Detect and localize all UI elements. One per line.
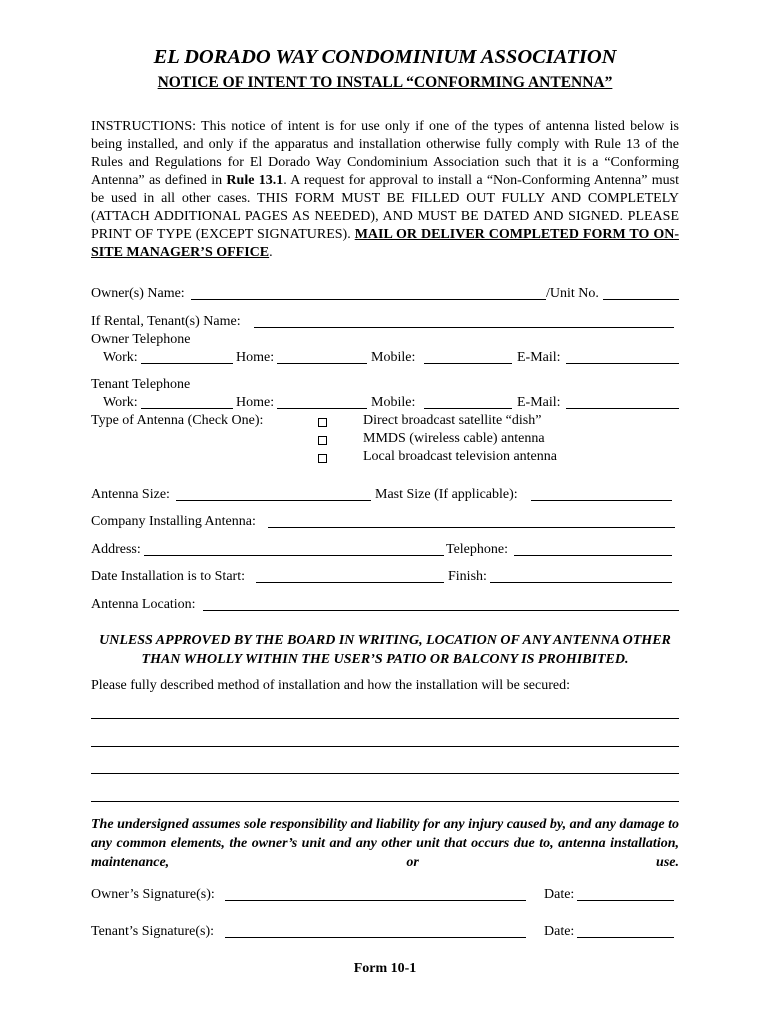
location-warning: UNLESS APPROVED BY THE BOARD IN WRITING, LOCATION OF ANY ANTENNA OTHER THAN WHOLLY WITHIN THE USER’S PATIO OR BALCONY IS PROHIBITED. — [99, 633, 671, 667]
company-label: Company Installing Antenna: — [91, 514, 256, 529]
finish-date-label: Finish: — [448, 569, 487, 584]
tenant-work-label: Work: — [103, 395, 138, 410]
mail-notice: MAIL OR DELIVER COMPLETED FORM TO ON-SITE MANAGER’S OFFICE — [91, 227, 679, 260]
method-line-2[interactable] — [91, 746, 679, 747]
owner-signature-field[interactable] — [225, 900, 526, 901]
method-line-3[interactable] — [91, 773, 679, 774]
owner-telephone-heading: Owner Telephone — [91, 332, 191, 347]
method-line-1[interactable] — [91, 718, 679, 719]
form-number: Form 10-1 — [353, 961, 417, 976]
antenna-location-field[interactable] — [203, 610, 679, 611]
tenant-mobile-phone-field[interactable] — [424, 408, 512, 409]
owner-home-label: Home: — [236, 350, 275, 365]
method-line-4[interactable] — [91, 801, 679, 802]
mast-size-field[interactable] — [531, 500, 672, 501]
address-field[interactable] — [144, 555, 444, 556]
start-date-field[interactable] — [256, 582, 444, 583]
owner-email-label: E-Mail: — [517, 350, 561, 365]
antenna-option-broadcast-tv: Local broadcast television antenna — [363, 449, 557, 464]
owner-signature-label: Owner’s Signature(s): — [91, 887, 215, 902]
mast-size-label: Mast Size (If applicable): — [375, 487, 518, 502]
tenant-mobile-label: Mobile: — [371, 395, 416, 410]
unit-number-field[interactable] — [603, 299, 679, 300]
owner-mobile-phone-field[interactable] — [424, 363, 512, 364]
tenant-email-field[interactable] — [566, 408, 679, 409]
antenna-location-label: Antenna Location: — [91, 597, 196, 612]
instructions-text-2: . A request for approval to install a “Non-Conforming Antenna” must be used in all other cases. THIS FORM MUST BE FILLED OUT FULLY AND COMPLETELY (ATTACH ADDITIONAL PAGES AS NEEDED), AND MUST BE DATED AND SIGNED. PLEASE PRINT OF TYPE (EXCEPT SIGNATURES). — [91, 173, 679, 242]
form-title: EL DORADO WAY CONDOMINIUM ASSOCIATION — [153, 46, 617, 68]
tenant-name-label: If Rental, Tenant(s) Name: — [91, 314, 241, 329]
tenant-signature-label: Tenant’s Signature(s): — [91, 924, 215, 939]
tenant-email-label: E-Mail: — [517, 395, 561, 410]
owner-work-phone-field[interactable] — [141, 363, 233, 364]
antenna-type-label: Type of Antenna (Check One): — [91, 413, 264, 428]
telephone-label: Telephone: — [446, 542, 508, 557]
tenant-home-label: Home: — [236, 395, 275, 410]
tenant-telephone-heading: Tenant Telephone — [91, 377, 191, 392]
antenna-option-mmds: MMDS (wireless cable) antenna — [363, 431, 545, 446]
telephone-field[interactable] — [514, 555, 672, 556]
rule-reference: Rule 13.1 — [226, 173, 284, 188]
owner-email-field[interactable] — [566, 363, 679, 364]
form-subtitle: NOTICE OF INTENT TO INSTALL “CONFORMING ANTENNA” — [157, 74, 613, 91]
owner-date-field[interactable] — [577, 900, 674, 901]
dish-checkbox[interactable] — [318, 418, 327, 427]
liability-statement: The undersigned assumes sole responsibility and liability for any injury caused by, and any damage to any common elements, the owner’s unit and any other unit that occurs due to, antenna installation, maintenance, or use. — [91, 817, 679, 870]
tenant-date-field[interactable] — [577, 937, 674, 938]
owner-date-label: Date: — [544, 887, 575, 902]
owner-name-field[interactable] — [191, 299, 546, 300]
instructions-text-1: INSTRUCTIONS: This notice of intent is for use only if one of the types of antenna listed below is being installed, and only if the apparatus and installation otherwise fully comply with Rule 13 of the Rules and Regulations for El Dorado Way Condominium Association such that it is a “Conforming Antenna” as defined in — [91, 119, 679, 188]
owner-home-phone-field[interactable] — [277, 363, 367, 364]
finish-date-field[interactable] — [490, 582, 672, 583]
antenna-size-label: Antenna Size: — [91, 487, 170, 502]
tenant-home-phone-field[interactable] — [277, 408, 367, 409]
method-prompt: Please fully described method of installation and how the installation will be secured: — [91, 678, 570, 693]
start-date-label: Date Installation is to Start: — [91, 569, 245, 584]
owner-name-label: Owner(s) Name: — [91, 286, 185, 301]
tenant-date-label: Date: — [544, 924, 575, 939]
company-field[interactable] — [268, 527, 675, 528]
owner-work-label: Work: — [103, 350, 138, 365]
antenna-option-dish: Direct broadcast satellite “dish” — [363, 413, 542, 428]
address-label: Address: — [91, 542, 141, 557]
tenant-work-phone-field[interactable] — [141, 408, 233, 409]
tenant-name-field[interactable] — [254, 327, 674, 328]
unit-number-label: /Unit No. — [546, 286, 599, 301]
antenna-size-field[interactable] — [176, 500, 371, 501]
mmds-checkbox[interactable] — [318, 436, 327, 445]
instructions: INSTRUCTIONS: This notice of intent is for use only if one of the types of antenna listed below is being installed, and only if the apparatus and installation otherwise fully comply with Rule 13 of the Rules and Regulations for El Dorado Way Condominium Association such that it is a “Conforming Antenna” as defined in Rule 13.1. A request for approval to install a “Non-Conforming Antenna” must be used in all other cases. THIS FORM MUST BE FILLED OUT FULLY AND COMPLETELY (ATTACH ADDITIONAL PAGES AS NEEDED), AND MUST BE DATED AND SIGNED. PLEASE PRINT OF TYPE (EXCEPT SIGNATURES). MAIL OR DELIVER COMPLETED FORM TO ON-SITE MANAGER’S OFFICE. — [91, 119, 679, 260]
broadcast-tv-checkbox[interactable] — [318, 454, 327, 463]
owner-mobile-label: Mobile: — [371, 350, 416, 365]
tenant-signature-field[interactable] — [225, 937, 526, 938]
